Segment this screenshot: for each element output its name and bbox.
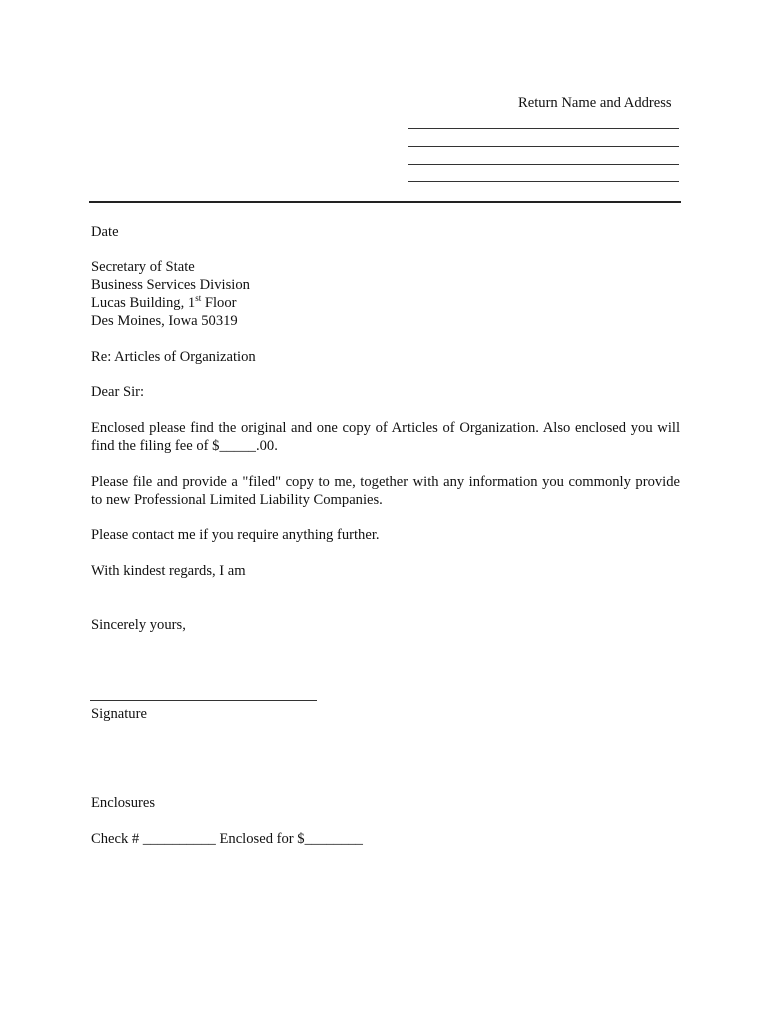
recipient-line-4: Des Moines, Iowa 50319 [91, 313, 238, 329]
enclosures-label: Enclosures [91, 795, 156, 811]
recipient-line-2: Business Services Division [91, 277, 250, 293]
salutation: Dear Sir: [91, 384, 145, 400]
recipient-line-1: Secretary of State [91, 259, 195, 275]
ordinal-suffix: st [195, 293, 202, 304]
return-address-line-2 [408, 146, 679, 147]
return-address-line-3 [408, 164, 679, 165]
paragraph-contact: Please contact me if you require anything further. [91, 527, 380, 543]
paragraph-regards: With kindest regards, I am [91, 563, 246, 579]
date-label: Date [91, 224, 119, 240]
signature-label: Signature [91, 706, 147, 722]
paragraph-file-request: Please file and provide a "filed" copy to me, together with any information you commonly provide to new Professional Limited Liability Companies. [91, 474, 680, 508]
recipient-line-3-main: Lucas Building, 1 [91, 295, 196, 311]
recipient-line-3-end: Floor [201, 295, 237, 311]
check-line: Check # __________ Enclosed for $________ [91, 831, 363, 847]
recipient-line-3 [91, 294, 236, 312]
return-address-line-1 [408, 128, 679, 129]
return-address-label: Return Name and Address [518, 95, 672, 111]
header-divider [89, 201, 681, 203]
re-line: Re: Articles of Organization [91, 349, 256, 365]
return-address-line-4 [408, 181, 679, 182]
paragraph-enclosed: Enclosed please find the original and one copy of Articles of Organization. Also enclosed you will find the filing fee of $_____.00. [91, 420, 680, 454]
closing: Sincerely yours, [91, 617, 186, 633]
signature-line [90, 700, 317, 701]
